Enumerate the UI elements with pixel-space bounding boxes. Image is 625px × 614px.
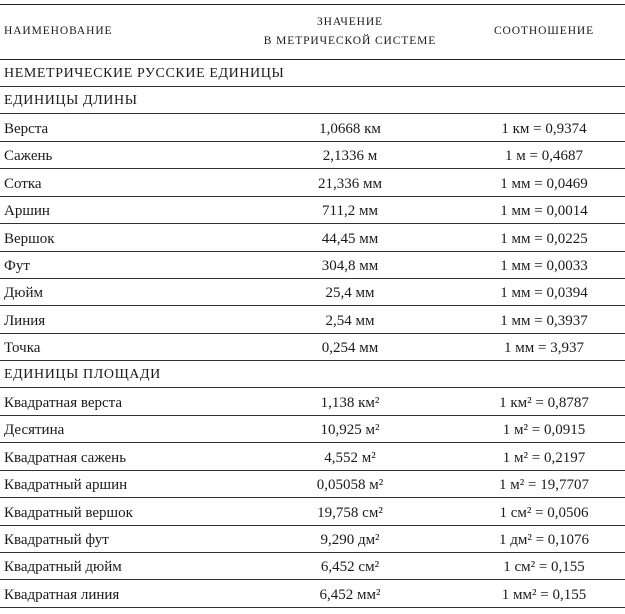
unit-metric-value: 1,0668 км — [319, 121, 381, 137]
section-row-nonmetric — [0, 60, 625, 87]
unit-ratio: 1 мм = 0,0033 — [500, 258, 588, 274]
unit-name: Точка — [4, 340, 41, 357]
unit-metric-value: 9,290 дм² — [320, 532, 380, 548]
unit-metric-value: 25,4 мм — [325, 285, 375, 302]
unit-name: Десятина — [4, 422, 65, 439]
unit-name: Сажень — [4, 148, 53, 165]
unit-metric-value: 304,8 мм — [321, 258, 379, 274]
table-row — [0, 581, 625, 608]
unit-ratio: 1 мм² = 0,155 — [501, 586, 587, 603]
header-value — [240, 13, 460, 51]
unit-metric-value: 2,1336 м — [322, 148, 378, 165]
table-row — [0, 307, 625, 334]
unit-metric-value: 21,336 мм — [318, 175, 382, 192]
unit-ratio: 1 мм = 0,0014 — [500, 203, 588, 220]
table-row — [0, 142, 625, 169]
table-row — [0, 499, 625, 526]
section-title: ЕДИНИЦЫ ДЛИНЫ — [4, 93, 138, 108]
unit-metric-value: 10,925 м² — [320, 422, 380, 439]
table-header — [0, 5, 625, 59]
unit-metric-value: 4,552 м² — [324, 449, 376, 466]
table-row — [0, 526, 625, 553]
unit-ratio: 1 мм = 0,0469 — [500, 175, 588, 192]
unit-name: Квадратный дюйм — [4, 559, 122, 576]
unit-name: Линия — [4, 312, 46, 329]
unit-name: Дюйм — [4, 285, 43, 302]
section-title: ЕДИНИЦЫ ПЛОЩАДИ — [4, 367, 161, 382]
unit-metric-value: 19,758 см² — [317, 504, 383, 521]
header-name: НАИМЕНОВАНИЕ — [4, 25, 113, 37]
table-row — [0, 444, 625, 471]
unit-name: Вершок — [4, 230, 55, 247]
section-row-area — [0, 361, 625, 388]
unit-name: Квадратная линия — [4, 586, 120, 603]
header-value-line2: В МЕТРИЧЕСКОЙ СИСТЕМЕ — [263, 35, 437, 47]
unit-ratio: 1 мм = 3,937 — [504, 340, 584, 357]
unit-name: Квадратный аршин — [4, 477, 128, 494]
unit-ratio: 1 мм = 0,0394 — [500, 285, 588, 302]
table-row — [0, 334, 625, 361]
unit-metric-value: 0,254 мм — [321, 340, 379, 357]
table-row — [0, 279, 625, 306]
table-row — [0, 553, 625, 580]
table-row — [0, 170, 625, 197]
table-row — [0, 416, 625, 443]
unit-name: Сотка — [4, 175, 42, 192]
unit-ratio: 1 м² = 0,0915 — [502, 422, 586, 439]
table-row — [0, 471, 625, 498]
unit-metric-value: 44,45 мм — [321, 230, 379, 247]
header-value-line1: ЗНАЧЕНИЕ — [317, 16, 383, 28]
unit-ratio: 1 м² = 0,2197 — [502, 449, 586, 466]
unit-name: Аршин — [4, 203, 50, 220]
unit-ratio: 1 м² = 19,7707 — [499, 477, 589, 494]
unit-ratio: 1 дм² = 0,1076 — [498, 532, 590, 548]
table-row — [0, 115, 625, 142]
unit-name: Квадратный фут — [4, 532, 109, 548]
unit-name: Верста — [4, 121, 49, 137]
unit-ratio: 1 мм = 0,3937 — [500, 312, 588, 329]
unit-name: Квадратная сажень — [4, 449, 127, 466]
unit-name: Квадратная верста — [4, 395, 123, 411]
unit-ratio: 1 см² = 0,155 — [503, 559, 585, 576]
unit-metric-value: 0,05058 м² — [316, 477, 384, 494]
unit-metric-value: 6,452 см² — [320, 559, 380, 576]
table-row — [0, 197, 625, 224]
unit-ratio: 1 см² = 0,0506 — [499, 504, 589, 521]
table-row — [0, 389, 625, 416]
unit-ratio: 1 мм = 0,0225 — [500, 230, 588, 247]
section-title: НЕМЕТРИЧЕСКИЕ РУССКИЕ ЕДИНИЦЫ — [4, 66, 285, 81]
unit-ratio: 1 м = 0,4687 — [505, 148, 583, 165]
unit-ratio: 1 км² = 0,8787 — [499, 395, 589, 411]
unit-metric-value: 6,452 мм² — [319, 586, 381, 603]
unit-name: Квадратный вершок — [4, 504, 133, 521]
table-row — [0, 252, 625, 279]
unit-ratio: 1 км = 0,9374 — [501, 121, 587, 137]
unit-metric-value: 1,138 км² — [320, 395, 380, 411]
unit-metric-value: 2,54 мм — [325, 312, 375, 329]
unit-metric-value: 711,2 мм — [322, 203, 378, 220]
unit-name: Фут — [4, 258, 30, 274]
table-row — [0, 225, 625, 252]
section-row-length — [0, 87, 625, 114]
header-ratio: СООТНОШЕНИЕ — [493, 25, 595, 37]
